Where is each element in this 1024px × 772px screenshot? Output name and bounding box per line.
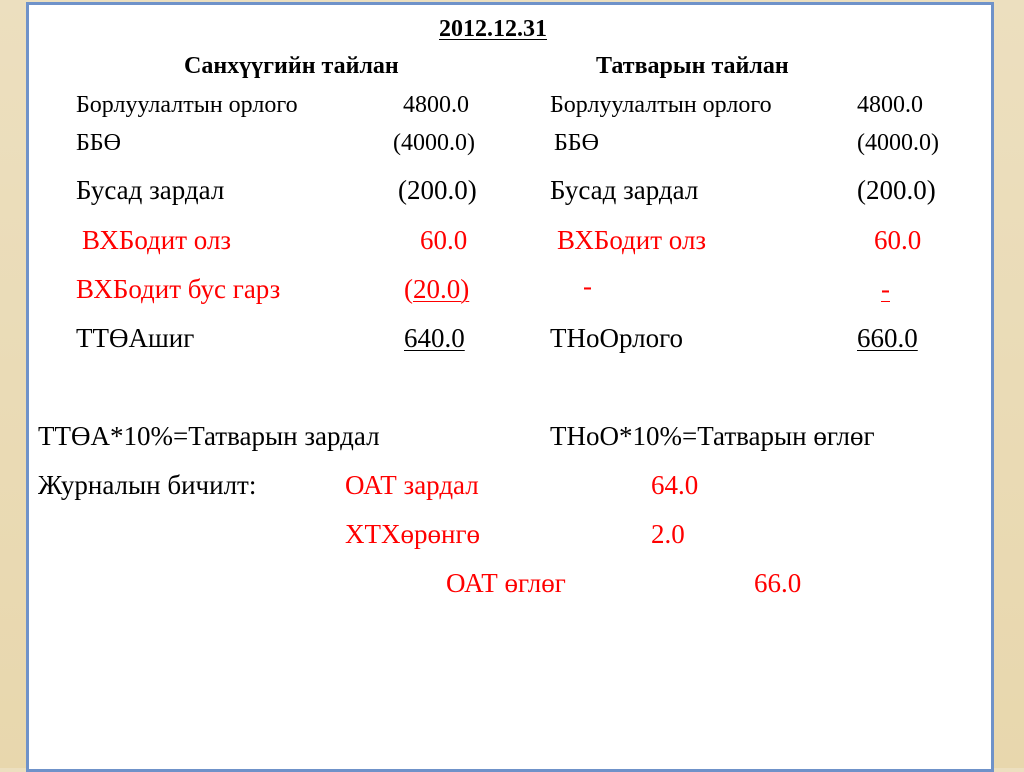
tax-row-value: - <box>881 274 890 304</box>
fin-row-value-main: 20.0) <box>413 274 470 304</box>
fin-row-value: 640.0 <box>404 323 465 353</box>
tax-row-label: Бусад зардал <box>550 175 699 205</box>
fin-row-value: 4800.0 <box>403 92 469 118</box>
journal-entry-account: ХТХөрөнгө <box>345 519 481 549</box>
journal-label: Журналын бичилт: <box>38 470 257 500</box>
tax-row-label: Борлуулалтын орлого <box>550 92 772 118</box>
tax-row-value: (4000.0) <box>857 130 939 156</box>
tax-report-heading: Татварын тайлан <box>596 53 789 79</box>
report-date: 2012.12.31 <box>439 16 547 42</box>
fin-row-value-open: ( <box>404 274 413 304</box>
fin-row-label: ВХБодит бус гарз <box>76 274 281 304</box>
tax-row-value: (200.0) <box>857 175 936 205</box>
tax-row-value: 60.0 <box>874 225 922 255</box>
formula-financial: ТТӨА*10%=Татварын зардал <box>38 421 380 451</box>
journal-entry-account: ОАТ өглөг <box>446 568 566 598</box>
tax-row-value: 660.0 <box>857 323 918 353</box>
tax-row-value: 4800.0 <box>857 92 923 118</box>
fin-row-label: ВХБодит олз <box>82 225 232 255</box>
journal-entry-amount: 2.0 <box>651 519 685 549</box>
journal-entry-amount: 64.0 <box>651 470 699 500</box>
tax-row-label: ВХБодит олз <box>557 225 707 255</box>
formula-tax: ТНоО*10%=Татварын өглөг <box>550 421 875 451</box>
tax-row-label: - <box>583 271 592 301</box>
tax-row-label: ББӨ <box>554 130 599 156</box>
fin-row-label: ТТӨАшиг <box>76 323 195 353</box>
fin-row-label: ББӨ <box>76 130 121 156</box>
fin-row-value: (200.0) <box>398 175 477 205</box>
fin-row-value <box>404 276 469 303</box>
journal-entry-account: ОАТ зардал <box>345 470 479 500</box>
fin-row-value: (4000.0) <box>393 130 475 156</box>
financial-report-heading: Санхүүгийн тайлан <box>184 53 399 79</box>
slide-frame <box>26 2 994 772</box>
journal-entry-amount: 66.0 <box>754 568 802 598</box>
tax-row-label: ТНоОрлого <box>550 323 684 353</box>
fin-row-label: Бусад зардал <box>76 175 225 205</box>
fin-row-value: 60.0 <box>420 225 468 255</box>
fin-row-label: Борлуулалтын орлого <box>76 92 298 118</box>
